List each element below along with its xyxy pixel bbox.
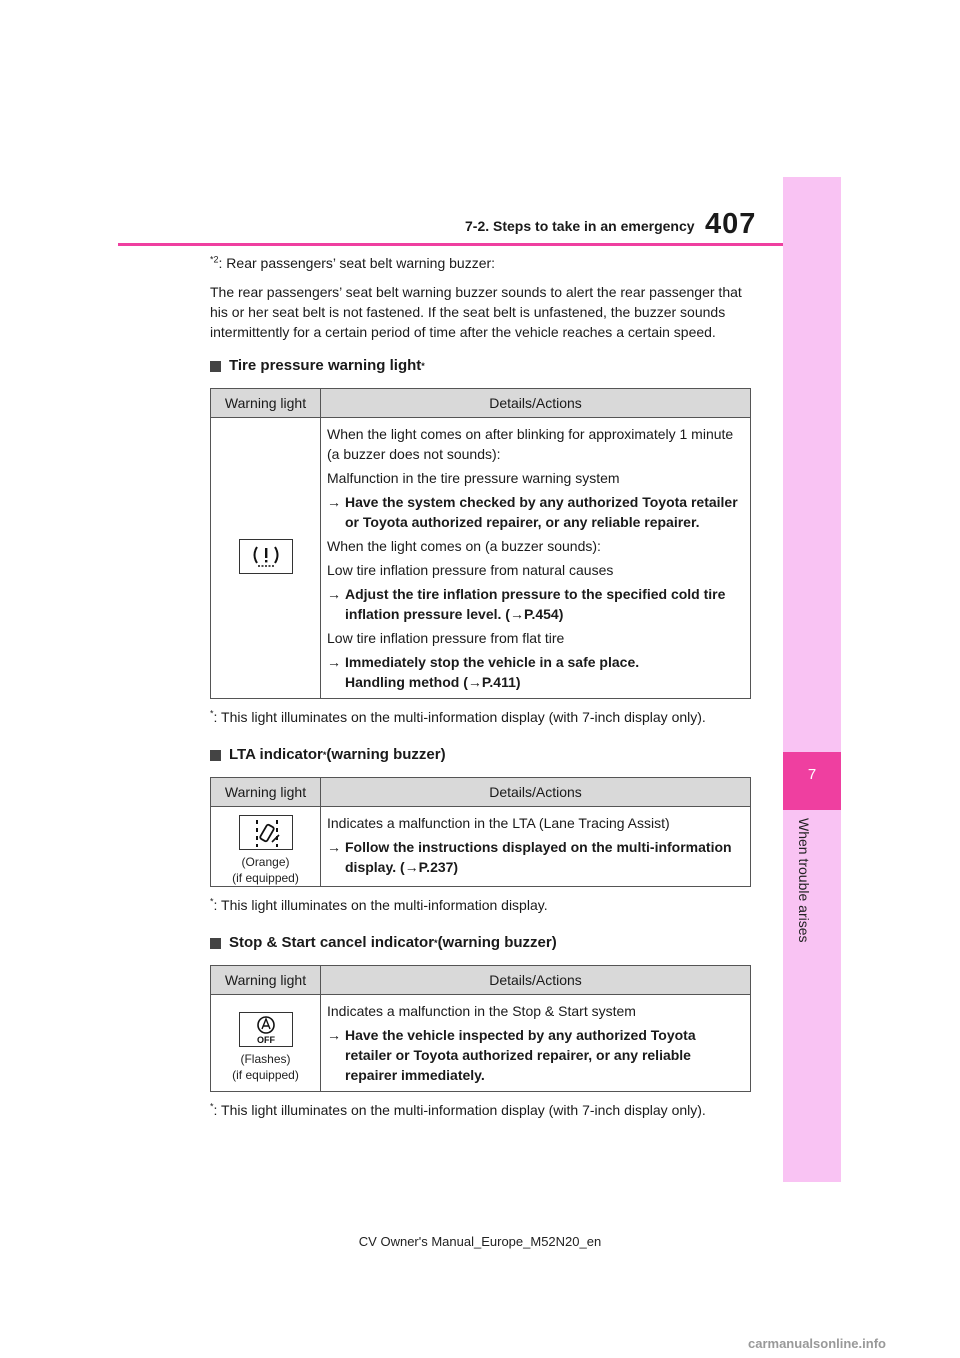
section-title: 7-2. Steps to take in an emergency bbox=[465, 218, 695, 234]
action-text: Have the vehicle inspected by any authorized Toyota retailer or Toyota authorized repairer, or any reliable repairer immediately. bbox=[345, 1027, 696, 1083]
detail-line: Low tire inflation pressure from flat tire bbox=[327, 630, 565, 646]
details-cell bbox=[321, 995, 751, 1092]
watermark: carmanualsonline.info bbox=[748, 1336, 886, 1351]
arrow-icon: → bbox=[327, 494, 341, 510]
details-cell bbox=[321, 418, 751, 699]
arrow-icon: → bbox=[327, 1027, 341, 1043]
note-text: : Rear passengers’ seat belt warning buzzer: bbox=[218, 255, 496, 271]
chapter-number: 7 bbox=[783, 752, 841, 810]
light-caption: (Orange) bbox=[241, 855, 290, 869]
arrow-icon: → bbox=[327, 654, 341, 670]
heading-text: Tire pressure warning light bbox=[229, 357, 422, 374]
column-header-details: Details/Actions bbox=[321, 778, 751, 807]
lta-table bbox=[210, 777, 751, 887]
footnote-text: : This light illuminates on the multi-information display. bbox=[213, 897, 548, 913]
detail-line: Indicates a malfunction in the Stop & Start system bbox=[327, 1003, 636, 1019]
page-content bbox=[210, 253, 751, 1138]
arrow-icon: → bbox=[327, 586, 341, 602]
warning-light-cell bbox=[211, 418, 321, 699]
section-heading-tire-pressure: Tire pressure warning light * bbox=[210, 356, 751, 376]
tire-pressure-icon bbox=[239, 539, 293, 574]
warning-light-cell bbox=[211, 807, 321, 887]
warning-light-cell bbox=[211, 995, 321, 1092]
square-bullet-icon bbox=[210, 750, 221, 761]
footnote bbox=[210, 707, 751, 727]
action-line bbox=[327, 837, 744, 877]
footnote-mark: * bbox=[210, 896, 214, 907]
icon-off-text: OFF bbox=[256, 1034, 275, 1045]
intro-paragraph: The rear passengers’ seat belt warning buzzer sounds to alert the rear passenger that his or her seat belt is not fastened. If the seat belt is unfastened, the buzzer sounds intermittently for a certain period of time after the vehicle reaches a certain speed. bbox=[210, 284, 742, 340]
square-bullet-icon bbox=[210, 361, 221, 372]
footnote-mark: * bbox=[210, 708, 214, 719]
action-line bbox=[327, 1025, 744, 1085]
action-text: Handling method (→P.411) bbox=[345, 674, 521, 690]
footnote-text: : This light illuminates on the multi-information display (with 7-inch display only). bbox=[213, 709, 706, 725]
intro-note bbox=[210, 253, 751, 273]
footnote-mark: * bbox=[210, 1101, 214, 1112]
light-caption: (if equipped) bbox=[232, 871, 299, 885]
details-cell bbox=[321, 807, 751, 887]
column-header-details: Details/Actions bbox=[321, 389, 751, 418]
footnote bbox=[210, 895, 751, 915]
column-header-warning-light: Warning light bbox=[211, 778, 321, 807]
stop-start-off-icon bbox=[239, 1012, 293, 1047]
detail-line: When the light comes on after blinking for approximately 1 minute (a buzzer does not sounds): bbox=[327, 426, 734, 462]
action-text: Adjust the tire inflation pressure to the specified cold tire inflation pressure level. (→P.454) bbox=[345, 586, 726, 622]
footnote bbox=[210, 1100, 751, 1120]
detail-line: Indicates a malfunction in the LTA (Lane Tracing Assist) bbox=[327, 815, 670, 831]
arrow-icon: → bbox=[327, 839, 341, 855]
column-header-warning-light: Warning light bbox=[211, 966, 321, 995]
light-caption: (if equipped) bbox=[232, 1067, 299, 1082]
chapter-title: When trouble arises bbox=[796, 818, 812, 943]
detail-line: When the light comes on (a buzzer sounds): bbox=[327, 538, 601, 554]
column-header-details: Details/Actions bbox=[321, 966, 751, 995]
manual-footer: CV Owner's Manual_Europe_M52N20_en bbox=[358, 1234, 602, 1249]
action-text: Immediately stop the vehicle in a safe place. bbox=[345, 654, 640, 670]
column-header-warning-light: Warning light bbox=[211, 389, 321, 418]
action-text: Have the system checked by any authorized Toyota retailer or Toyota authorized repairer, or any reliable repairer. bbox=[345, 494, 738, 530]
action-line bbox=[327, 652, 744, 692]
stop-start-table bbox=[210, 965, 751, 1092]
lane-tracing-icon bbox=[239, 815, 293, 850]
square-bullet-icon bbox=[210, 938, 221, 949]
tire-pressure-table bbox=[210, 388, 751, 699]
footnote-text: : This light illuminates on the multi-information display (with 7-inch display only). bbox=[213, 1102, 706, 1118]
page-number: 407 bbox=[705, 208, 757, 240]
action-line bbox=[327, 584, 744, 624]
detail-line: Malfunction in the tire pressure warning system bbox=[327, 470, 620, 486]
note-marker: *2 bbox=[210, 254, 219, 265]
heading-text: Stop & Start cancel indicator bbox=[229, 934, 435, 951]
heading-suffix: (warning buzzer) bbox=[437, 934, 557, 951]
light-caption: (Flashes) bbox=[240, 1051, 291, 1066]
heading-suffix: (warning buzzer) bbox=[326, 746, 446, 763]
action-line bbox=[327, 492, 744, 532]
section-heading-lta: LTA indicator * (warning buzzer) bbox=[210, 745, 751, 765]
section-heading-stop-start: Stop & Start cancel indicator * (warning buzzer) bbox=[210, 933, 751, 953]
detail-line: Low tire inflation pressure from natural causes bbox=[327, 562, 614, 578]
heading-text: LTA indicator bbox=[229, 746, 323, 763]
header-rule bbox=[118, 243, 783, 246]
action-text: Follow the instructions displayed on the multi-information display. (→P.237) bbox=[345, 839, 732, 875]
chapter-side-tab bbox=[783, 177, 841, 1182]
